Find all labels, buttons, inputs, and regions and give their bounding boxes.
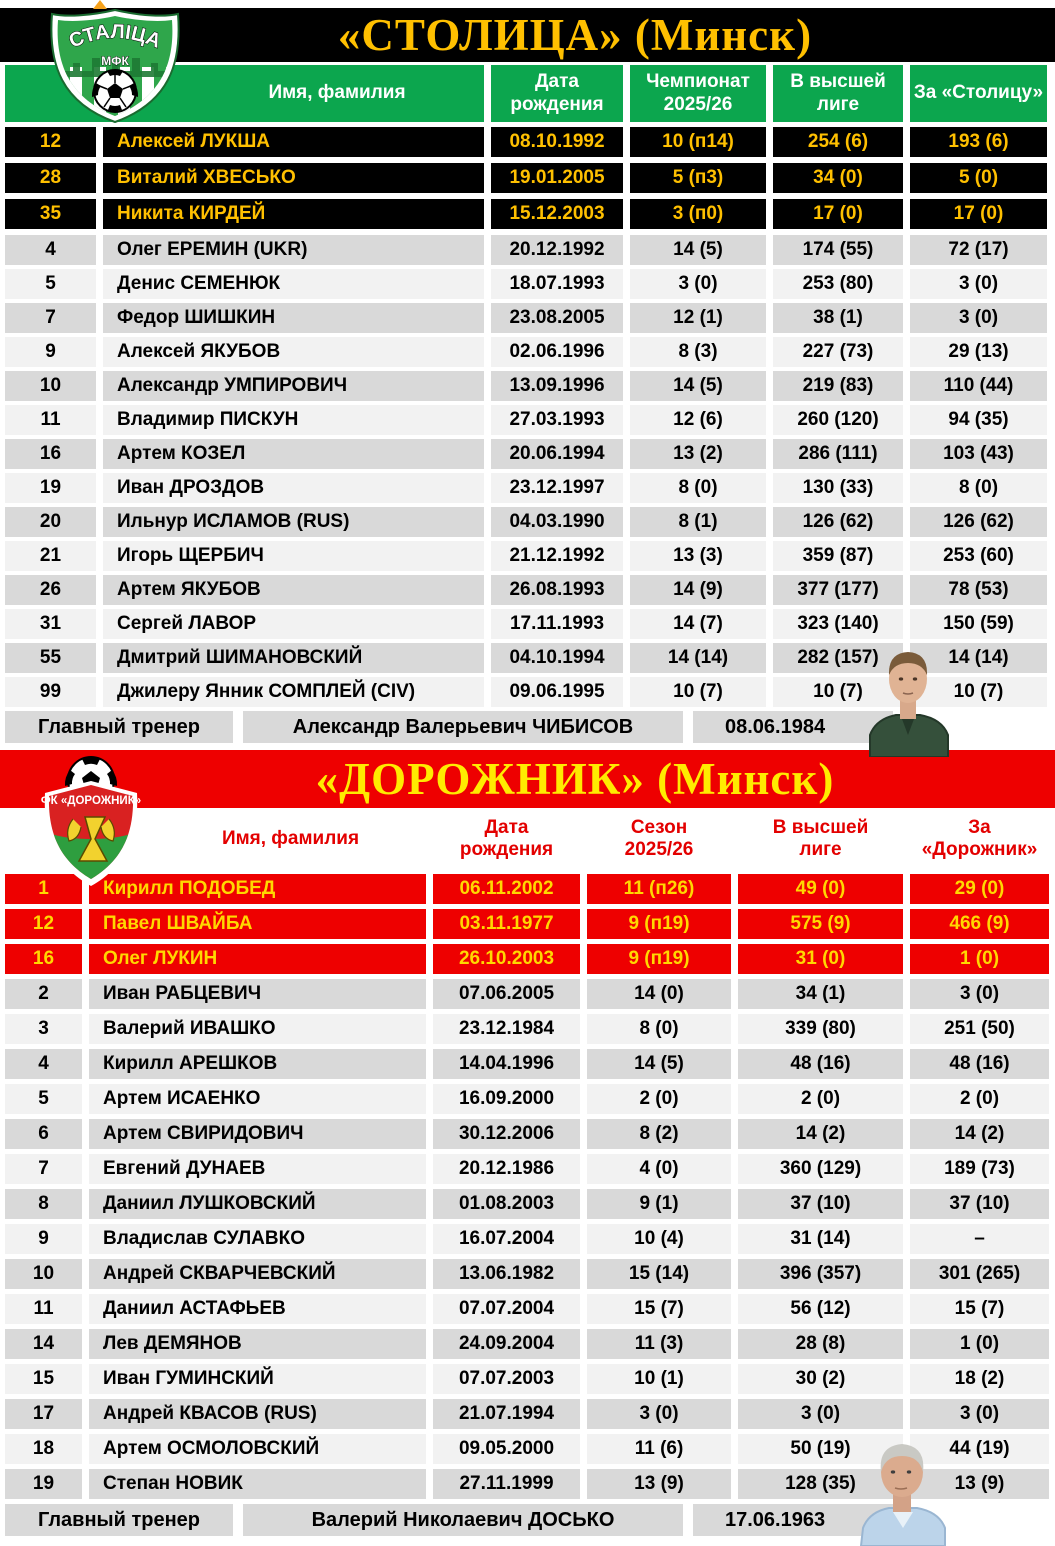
player-season-cell: 4 (0) <box>587 1154 731 1184</box>
column-header-birth: Дата рождения <box>459 816 554 860</box>
player-birthdate-cell: 30.12.2006 <box>433 1119 580 1149</box>
player-club-cell: 29 (0) <box>910 874 1049 904</box>
player-league-cell: 34 (0) <box>773 163 903 193</box>
player-number-cell: 2 <box>5 979 82 1009</box>
column-header-season: Сезон 2025/26 <box>624 816 694 860</box>
player-league-cell: 253 (80) <box>773 269 903 299</box>
player-name-cell: Артем ОСМОЛОВСКИЙ <box>89 1434 426 1464</box>
table-row <box>0 979 1055 1009</box>
player-name-cell: Даниил АСТАФЬЕВ <box>89 1294 426 1324</box>
player-league-cell: 34 (1) <box>738 979 903 1009</box>
player-birthdate-cell: 14.04.1996 <box>433 1049 580 1079</box>
player-name-cell: Кирилл АРЕШКОВ <box>89 1049 426 1079</box>
player-league-cell: 575 (9) <box>738 909 903 939</box>
player-league-cell: 56 (12) <box>738 1294 903 1324</box>
player-club-cell: 466 (9) <box>910 909 1049 939</box>
player-club-cell: 94 (35) <box>910 405 1047 435</box>
player-league-cell: 360 (129) <box>738 1154 903 1184</box>
player-birthdate-cell: 21.12.1992 <box>491 541 623 571</box>
player-number-cell: 35 <box>5 199 96 229</box>
player-league-cell: 323 (140) <box>773 609 903 639</box>
player-club-cell: 126 (62) <box>910 507 1047 537</box>
player-number-cell: 21 <box>5 541 96 571</box>
player-club-cell: 14 (14) <box>910 643 1047 673</box>
player-name-cell: Владимир ПИСКУН <box>103 405 484 435</box>
dorozhnik-title: «ДОРОЖНИК» (Минск) <box>315 754 835 804</box>
player-club-cell: 3 (0) <box>910 1399 1049 1429</box>
player-number-cell: 4 <box>5 235 96 265</box>
player-number-cell: 16 <box>5 439 96 469</box>
player-name-cell: Олег ЛУКИН <box>89 944 426 974</box>
table-row <box>0 1014 1055 1044</box>
player-league-cell: 339 (80) <box>738 1014 903 1044</box>
player-season-cell: 8 (3) <box>630 337 766 367</box>
crest-arc-text: СТАЛІЦА <box>65 20 165 53</box>
player-league-cell: 282 (157) <box>773 643 903 673</box>
player-birthdate-cell: 23.08.2005 <box>491 303 623 333</box>
player-name-cell: Валерий ИВАШКО <box>89 1014 426 1044</box>
player-name-cell: Денис СЕМЕНЮК <box>103 269 484 299</box>
player-season-cell: 10 (п14) <box>630 127 766 157</box>
column-header-name: Имя, фамилия <box>5 65 484 122</box>
crest-band-text: ФК «ДОРОЖНИК» <box>40 795 142 807</box>
table-row <box>0 1154 1055 1184</box>
player-league-cell: 227 (73) <box>773 337 903 367</box>
player-birthdate-cell: 27.03.1993 <box>491 405 623 435</box>
table-row <box>0 235 1055 265</box>
player-season-cell: 8 (0) <box>630 473 766 503</box>
dorozhnik-column-header <box>0 808 1055 870</box>
stolitsa-title: «СТОЛИЦА» (Минск) <box>337 10 813 60</box>
player-birthdate-cell: 17.11.1993 <box>491 609 623 639</box>
column-header-league: В высшей лиге <box>772 816 869 860</box>
table-row <box>0 1399 1055 1429</box>
player-club-cell: 72 (17) <box>910 235 1047 265</box>
player-season-cell: 11 (п26) <box>587 874 731 904</box>
player-club-cell: 110 (44) <box>910 371 1047 401</box>
player-birthdate-cell: 06.11.2002 <box>433 874 580 904</box>
player-season-cell: 8 (2) <box>587 1119 731 1149</box>
player-season-cell: 14 (7) <box>630 609 766 639</box>
player-league-cell: 28 (8) <box>738 1329 903 1359</box>
column-header-season: Чемпионат 2025/26 <box>630 65 766 122</box>
player-league-cell: 286 (111) <box>773 439 903 469</box>
coach-name: Александр Валерьевич ЧИБИСОВ <box>243 711 683 743</box>
player-number-cell: 10 <box>5 1259 82 1289</box>
player-name-cell: Иван ГУМИНСКИЙ <box>89 1364 426 1394</box>
player-number-cell: 12 <box>5 127 96 157</box>
player-season-cell: 3 (0) <box>630 269 766 299</box>
player-league-cell: 17 (0) <box>773 199 903 229</box>
stolitsa-crest-icon <box>45 9 185 123</box>
player-name-cell: Александр УМПИРОВИЧ <box>103 371 484 401</box>
player-club-cell: 29 (13) <box>910 337 1047 367</box>
player-number-cell: 5 <box>5 269 96 299</box>
player-number-cell: 12 <box>5 909 82 939</box>
table-row <box>0 269 1055 299</box>
player-league-cell: 377 (177) <box>773 575 903 605</box>
table-row <box>0 507 1055 537</box>
player-number-cell: 11 <box>5 1294 82 1324</box>
player-name-cell: Ильнур ИСЛАМОВ (RUS) <box>103 507 484 537</box>
table-row <box>0 1189 1055 1219</box>
player-number-cell: 28 <box>5 163 96 193</box>
player-league-cell: 10 (7) <box>773 677 903 707</box>
player-season-cell: 8 (1) <box>630 507 766 537</box>
player-season-cell: 3 (0) <box>587 1399 731 1429</box>
player-club-cell: 150 (59) <box>910 609 1047 639</box>
player-league-cell: 50 (19) <box>738 1434 903 1464</box>
player-birthdate-cell: 23.12.1997 <box>491 473 623 503</box>
player-club-cell: 2 (0) <box>910 1084 1049 1114</box>
table-row <box>0 874 1055 904</box>
table-row <box>0 1329 1055 1359</box>
player-number-cell: 8 <box>5 1189 82 1219</box>
dorozhnik-player-rows <box>0 874 1055 1499</box>
player-birthdate-cell: 04.03.1990 <box>491 507 623 537</box>
player-club-cell: 48 (16) <box>910 1049 1049 1079</box>
player-league-cell: 359 (87) <box>773 541 903 571</box>
player-birthdate-cell: 01.08.2003 <box>433 1189 580 1219</box>
player-season-cell: 11 (6) <box>587 1434 731 1464</box>
player-name-cell: Виталий ХВЕСЬКО <box>103 163 484 193</box>
player-season-cell: 9 (п19) <box>587 944 731 974</box>
player-number-cell: 10 <box>5 371 96 401</box>
table-row <box>0 1364 1055 1394</box>
player-season-cell: 5 (п3) <box>630 163 766 193</box>
player-number-cell: 11 <box>5 405 96 435</box>
player-season-cell: 14 (5) <box>587 1049 731 1079</box>
player-season-cell: 14 (5) <box>630 371 766 401</box>
player-club-cell: 14 (2) <box>910 1119 1049 1149</box>
player-name-cell: Олег ЕРЕМИН (UKR) <box>103 235 484 265</box>
dorozhnik-title-bar <box>0 750 1055 808</box>
column-header-club: За «Дорожник» <box>921 816 1038 860</box>
player-number-cell: 19 <box>5 1469 82 1499</box>
player-league-cell: 37 (10) <box>738 1189 903 1219</box>
player-name-cell: Степан НОВИК <box>89 1469 426 1499</box>
player-number-cell: 4 <box>5 1049 82 1079</box>
player-league-cell: 31 (0) <box>738 944 903 974</box>
player-league-cell: 30 (2) <box>738 1364 903 1394</box>
player-name-cell: Сергей ЛАВОР <box>103 609 484 639</box>
player-number-cell: 17 <box>5 1399 82 1429</box>
player-birthdate-cell: 09.06.1995 <box>491 677 623 707</box>
player-number-cell: 1 <box>5 874 82 904</box>
player-name-cell: Игорь ЩЕРБИЧ <box>103 541 484 571</box>
player-birthdate-cell: 27.11.1999 <box>433 1469 580 1499</box>
dorozhnik-coach-photo <box>857 1428 949 1546</box>
player-league-cell: 260 (120) <box>773 405 903 435</box>
player-name-cell: Дмитрий ШИМАНОВСКИЙ <box>103 643 484 673</box>
player-league-cell: 48 (16) <box>738 1049 903 1079</box>
player-league-cell: 31 (14) <box>738 1224 903 1254</box>
player-number-cell: 14 <box>5 1329 82 1359</box>
table-row <box>0 1119 1055 1149</box>
player-season-cell: 10 (7) <box>630 677 766 707</box>
table-row <box>0 439 1055 469</box>
player-club-cell: 3 (0) <box>910 269 1047 299</box>
table-row <box>0 575 1055 605</box>
player-birthdate-cell: 23.12.1984 <box>433 1014 580 1044</box>
player-name-cell: Андрей СКВАРЧЕВСКИЙ <box>89 1259 426 1289</box>
player-number-cell: 9 <box>5 337 96 367</box>
table-row <box>0 371 1055 401</box>
coach-birthdate: 17.06.1963 <box>693 1504 893 1536</box>
player-birthdate-cell: 16.07.2004 <box>433 1224 580 1254</box>
table-row <box>0 127 1055 157</box>
player-season-cell: 14 (0) <box>587 979 731 1009</box>
player-name-cell: Иван ДРОЗДОВ <box>103 473 484 503</box>
player-number-cell: 6 <box>5 1119 82 1149</box>
player-club-cell: – <box>910 1224 1049 1254</box>
player-name-cell: Владислав СУЛАВКО <box>89 1224 426 1254</box>
player-birthdate-cell: 07.06.2005 <box>433 979 580 1009</box>
player-birthdate-cell: 26.08.1993 <box>491 575 623 605</box>
player-season-cell: 13 (9) <box>587 1469 731 1499</box>
player-birthdate-cell: 20.12.1992 <box>491 235 623 265</box>
column-header-league: В высшей лиге <box>773 65 903 122</box>
player-name-cell: Артем КОЗЕЛ <box>103 439 484 469</box>
player-number-cell: 9 <box>5 1224 82 1254</box>
table-row <box>0 1294 1055 1324</box>
table-row <box>0 1049 1055 1079</box>
player-name-cell: Евгений ДУНАЕВ <box>89 1154 426 1184</box>
player-season-cell: 2 (0) <box>587 1084 731 1114</box>
player-season-cell: 9 (1) <box>587 1189 731 1219</box>
player-league-cell: 396 (357) <box>738 1259 903 1289</box>
player-club-cell: 1 (0) <box>910 944 1049 974</box>
table-row <box>0 1084 1055 1114</box>
player-club-cell: 18 (2) <box>910 1364 1049 1394</box>
player-birthdate-cell: 02.06.1996 <box>491 337 623 367</box>
player-season-cell: 10 (1) <box>587 1364 731 1394</box>
player-club-cell: 3 (0) <box>910 979 1049 1009</box>
player-club-cell: 189 (73) <box>910 1154 1049 1184</box>
table-row <box>0 944 1055 974</box>
player-name-cell: Кирилл ПОДОБЕД <box>89 874 426 904</box>
player-club-cell: 193 (6) <box>910 127 1047 157</box>
player-club-cell: 301 (265) <box>910 1259 1049 1289</box>
table-row <box>0 909 1055 939</box>
player-club-cell: 251 (50) <box>910 1014 1049 1044</box>
player-name-cell: Лев ДЕМЯНОВ <box>89 1329 426 1359</box>
team-section-dorozhnik <box>0 750 1055 1536</box>
player-number-cell: 99 <box>5 677 96 707</box>
player-birthdate-cell: 20.12.1986 <box>433 1154 580 1184</box>
player-league-cell: 126 (62) <box>773 507 903 537</box>
player-season-cell: 14 (5) <box>630 235 766 265</box>
player-club-cell: 8 (0) <box>910 473 1047 503</box>
player-name-cell: Артем ЯКУБОВ <box>103 575 484 605</box>
coach-birthdate: 08.06.1984 <box>693 711 893 743</box>
player-club-cell: 44 (19) <box>910 1434 1049 1464</box>
table-row <box>0 199 1055 229</box>
player-name-cell: Даниил ЛУШКОВСКИЙ <box>89 1189 426 1219</box>
player-birthdate-cell: 19.01.2005 <box>491 163 623 193</box>
stolitsa-player-rows <box>0 127 1055 707</box>
player-number-cell: 20 <box>5 507 96 537</box>
player-league-cell: 254 (6) <box>773 127 903 157</box>
player-club-cell: 10 (7) <box>910 677 1047 707</box>
player-birthdate-cell: 13.06.1982 <box>433 1259 580 1289</box>
player-name-cell: Алексей ЛУКША <box>103 127 484 157</box>
player-season-cell: 12 (1) <box>630 303 766 333</box>
player-club-cell: 5 (0) <box>910 163 1047 193</box>
player-name-cell: Алексей ЯКУБОВ <box>103 337 484 367</box>
player-birthdate-cell: 21.07.1994 <box>433 1399 580 1429</box>
dorozhnik-crest-icon <box>33 755 149 888</box>
player-league-cell: 2 (0) <box>738 1084 903 1114</box>
player-season-cell: 13 (2) <box>630 439 766 469</box>
player-birthdate-cell: 16.09.2000 <box>433 1084 580 1114</box>
player-season-cell: 14 (9) <box>630 575 766 605</box>
player-league-cell: 174 (55) <box>773 235 903 265</box>
table-row <box>0 473 1055 503</box>
player-season-cell: 8 (0) <box>587 1014 731 1044</box>
player-birthdate-cell: 13.09.1996 <box>491 371 623 401</box>
player-name-cell: Андрей КВАСОВ (RUS) <box>89 1399 426 1429</box>
column-header-birth: Дата рождения <box>491 65 623 122</box>
player-number-cell: 16 <box>5 944 82 974</box>
player-league-cell: 128 (35) <box>738 1469 903 1499</box>
player-league-cell: 3 (0) <box>738 1399 903 1429</box>
player-season-cell: 13 (3) <box>630 541 766 571</box>
coach-label: Главный тренер <box>5 1504 233 1536</box>
player-club-cell: 37 (10) <box>910 1189 1049 1219</box>
table-row <box>0 541 1055 571</box>
player-number-cell: 7 <box>5 303 96 333</box>
player-name-cell: Артем СВИРИДОВИЧ <box>89 1119 426 1149</box>
player-club-cell: 13 (9) <box>910 1469 1049 1499</box>
player-league-cell: 38 (1) <box>773 303 903 333</box>
player-birthdate-cell: 26.10.2003 <box>433 944 580 974</box>
player-birthdate-cell: 18.07.1993 <box>491 269 623 299</box>
player-number-cell: 31 <box>5 609 96 639</box>
player-number-cell: 26 <box>5 575 96 605</box>
player-name-cell: Артем ИСАЕНКО <box>89 1084 426 1114</box>
table-row <box>0 163 1055 193</box>
player-number-cell: 18 <box>5 1434 82 1464</box>
column-header-club: За «Столицу» <box>910 65 1047 122</box>
player-season-cell: 15 (7) <box>587 1294 731 1324</box>
table-row <box>0 1224 1055 1254</box>
player-season-cell: 11 (3) <box>587 1329 731 1359</box>
coach-label: Главный тренер <box>5 711 233 743</box>
player-name-cell: Павел ШВАЙБА <box>89 909 426 939</box>
table-row <box>0 1259 1055 1289</box>
player-number-cell: 3 <box>5 1014 82 1044</box>
player-club-cell: 15 (7) <box>910 1294 1049 1324</box>
player-league-cell: 130 (33) <box>773 473 903 503</box>
player-season-cell: 14 (14) <box>630 643 766 673</box>
player-birthdate-cell: 15.12.2003 <box>491 199 623 229</box>
player-club-cell: 103 (43) <box>910 439 1047 469</box>
player-birthdate-cell: 09.05.2000 <box>433 1434 580 1464</box>
player-name-cell: Джилеру Янник СОМПЛЕЙ (CIV) <box>103 677 484 707</box>
player-birthdate-cell: 07.07.2003 <box>433 1364 580 1394</box>
player-season-cell: 9 (п19) <box>587 909 731 939</box>
player-season-cell: 10 (4) <box>587 1224 731 1254</box>
player-birthdate-cell: 24.09.2004 <box>433 1329 580 1359</box>
player-league-cell: 219 (83) <box>773 371 903 401</box>
table-row <box>0 405 1055 435</box>
player-league-cell: 49 (0) <box>738 874 903 904</box>
player-birthdate-cell: 07.07.2004 <box>433 1294 580 1324</box>
player-name-cell: Федор ШИШКИН <box>103 303 484 333</box>
player-birthdate-cell: 03.11.1977 <box>433 909 580 939</box>
player-number-cell: 15 <box>5 1364 82 1394</box>
player-season-cell: 3 (п0) <box>630 199 766 229</box>
player-club-cell: 78 (53) <box>910 575 1047 605</box>
crest-sub-text: МФК <box>101 54 129 68</box>
player-number-cell: 7 <box>5 1154 82 1184</box>
column-header-name: Имя, фамилия <box>221 827 360 849</box>
player-birthdate-cell: 08.10.1992 <box>491 127 623 157</box>
player-league-cell: 14 (2) <box>738 1119 903 1149</box>
player-club-cell: 3 (0) <box>910 303 1047 333</box>
player-number-cell: 5 <box>5 1084 82 1114</box>
table-row <box>0 303 1055 333</box>
table-row <box>0 337 1055 367</box>
player-birthdate-cell: 04.10.1994 <box>491 643 623 673</box>
player-club-cell: 17 (0) <box>910 199 1047 229</box>
player-name-cell: Иван РАБЦЕВИЧ <box>89 979 426 1009</box>
pennant-icon <box>92 0 108 9</box>
player-name-cell: Никита КИРДЕЙ <box>103 199 484 229</box>
player-number-cell: 19 <box>5 473 96 503</box>
player-birthdate-cell: 20.06.1994 <box>491 439 623 469</box>
player-club-cell: 253 (60) <box>910 541 1047 571</box>
player-season-cell: 15 (14) <box>587 1259 731 1289</box>
player-number-cell: 55 <box>5 643 96 673</box>
coach-name: Валерий Николаевич ДОСЬКО <box>243 1504 683 1536</box>
stolitsa-coach-photo <box>862 623 954 757</box>
player-club-cell: 1 (0) <box>910 1329 1049 1359</box>
player-season-cell: 12 (6) <box>630 405 766 435</box>
